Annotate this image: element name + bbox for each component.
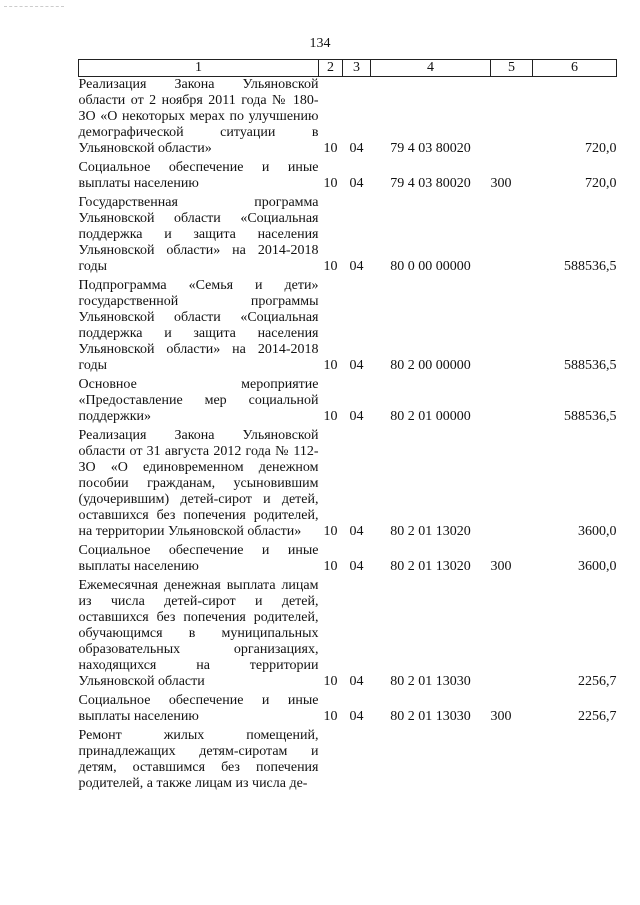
row-description: Государственная программа Ульяновской области «Социальная поддержка и защита населения Ульяновской области» на 2014-2018 годы [78, 195, 319, 274]
scan-artifact [4, 6, 64, 7]
row-expense-type [491, 278, 533, 377]
row-subsection: 04 [349, 141, 364, 156]
row-description: Подпрограмма «Семья и дети» государственной программы Ульяновской области «Социальная поддержка и защита населения Ульяновской области» на 2014-2018 годы [78, 278, 319, 373]
row-expense-type: 300 [490, 559, 512, 574]
row-target-code: 80 2 01 13030 [390, 709, 471, 724]
row-target-code: 79 4 03 80020 [390, 141, 471, 156]
row-subsection: 04 [349, 524, 364, 539]
row-target-code: 80 2 01 00000 [390, 409, 471, 424]
table-row [79, 693, 617, 728]
row-expense-type [491, 195, 533, 278]
row-description: Реализация Закона Ульяновской области от 31 августа 2012 года № 112-ЗО «О единовременном денежном пособии гражданам, усыновившим (удочерившим) детей-сирот и детей, оставшихся без попечения родителей, на территории Ульяновской области» [78, 428, 319, 539]
row-section: 10 [323, 141, 338, 156]
column-header: 4 [371, 60, 491, 77]
row-target-code: 80 2 01 13020 [390, 524, 471, 539]
page-number: 134 [309, 36, 331, 51]
column-header: 3 [343, 60, 371, 77]
row-section: 10 [323, 176, 338, 191]
row-description: Социальное обеспечение и иные выплаты населению [78, 543, 319, 574]
table-row [79, 543, 617, 578]
row-description: Реализация Закона Ульяновской области от 2 ноября 2011 года № 180-ЗО «О некоторых мерах по улучшению демографической ситуации в Ульяновской области» [78, 77, 319, 156]
row-section [319, 728, 343, 795]
row-section: 10 [323, 259, 338, 274]
row-subsection: 04 [349, 674, 364, 689]
row-amount: 588536,5 [564, 358, 617, 373]
row-description: Социальное обеспечение и иные выплаты населению [78, 160, 319, 191]
row-expense-type [491, 377, 533, 428]
column-header: 6 [533, 60, 617, 77]
row-amount: 588536,5 [564, 259, 617, 274]
row-target-code [371, 728, 491, 795]
row-expense-type: 300 [490, 176, 512, 191]
row-section: 10 [323, 674, 338, 689]
row-target-code: 80 2 01 13030 [390, 674, 471, 689]
row-description: Социальное обеспечение и иные выплаты населению [78, 693, 319, 724]
row-section: 10 [323, 524, 338, 539]
row-expense-type: 300 [490, 709, 512, 724]
row-amount: 2256,7 [578, 674, 617, 689]
row-section: 10 [323, 409, 338, 424]
row-subsection: 04 [349, 709, 364, 724]
row-subsection: 04 [349, 176, 364, 191]
row-subsection: 04 [349, 409, 364, 424]
column-header: 1 [79, 60, 319, 77]
column-header: 5 [491, 60, 533, 77]
row-target-code: 80 2 01 13020 [390, 559, 471, 574]
row-section: 10 [323, 709, 338, 724]
row-amount: 720,0 [585, 141, 617, 156]
row-amount [533, 728, 617, 795]
row-subsection [343, 728, 371, 795]
row-target-code: 80 0 00 00000 [390, 259, 471, 274]
row-description: Ремонт жилых помещений, принадлежащих детям-сиротам и детям, оставшимся без попечения родителей, а также лицам из числа де- [78, 728, 319, 791]
row-expense-type [491, 728, 533, 795]
column-header: 2 [319, 60, 343, 77]
table-row [79, 578, 617, 693]
row-subsection: 04 [349, 559, 364, 574]
row-description: Основное мероприятие «Предоставление мер социальной поддержки» [78, 377, 319, 424]
row-section: 10 [323, 559, 338, 574]
table-row [79, 160, 617, 195]
table-row [79, 377, 617, 428]
table-row [79, 728, 617, 795]
row-section: 10 [323, 358, 338, 373]
row-amount: 3600,0 [578, 524, 617, 539]
row-subsection: 04 [349, 259, 364, 274]
table-row [79, 428, 617, 543]
row-expense-type [491, 428, 533, 543]
table-row [79, 195, 617, 278]
row-expense-type [491, 578, 533, 693]
row-amount: 588536,5 [564, 409, 617, 424]
table-row [79, 278, 617, 377]
table-row [79, 77, 617, 161]
row-target-code: 79 4 03 80020 [390, 176, 471, 191]
row-amount: 3600,0 [578, 559, 617, 574]
table-header-row [79, 60, 617, 77]
row-target-code: 80 2 00 00000 [390, 358, 471, 373]
budget-table [78, 59, 617, 795]
row-expense-type [491, 77, 533, 161]
row-description: Ежемесячная денежная выплата лицам из числа детей-сирот и детей, оставшихся без попечения родителей, обучающимся в муниципальных образовательных организациях, находящихся на территории Ульяновской области [78, 578, 319, 689]
row-subsection: 04 [349, 358, 364, 373]
row-amount: 2256,7 [578, 709, 617, 724]
row-amount: 720,0 [585, 176, 617, 191]
